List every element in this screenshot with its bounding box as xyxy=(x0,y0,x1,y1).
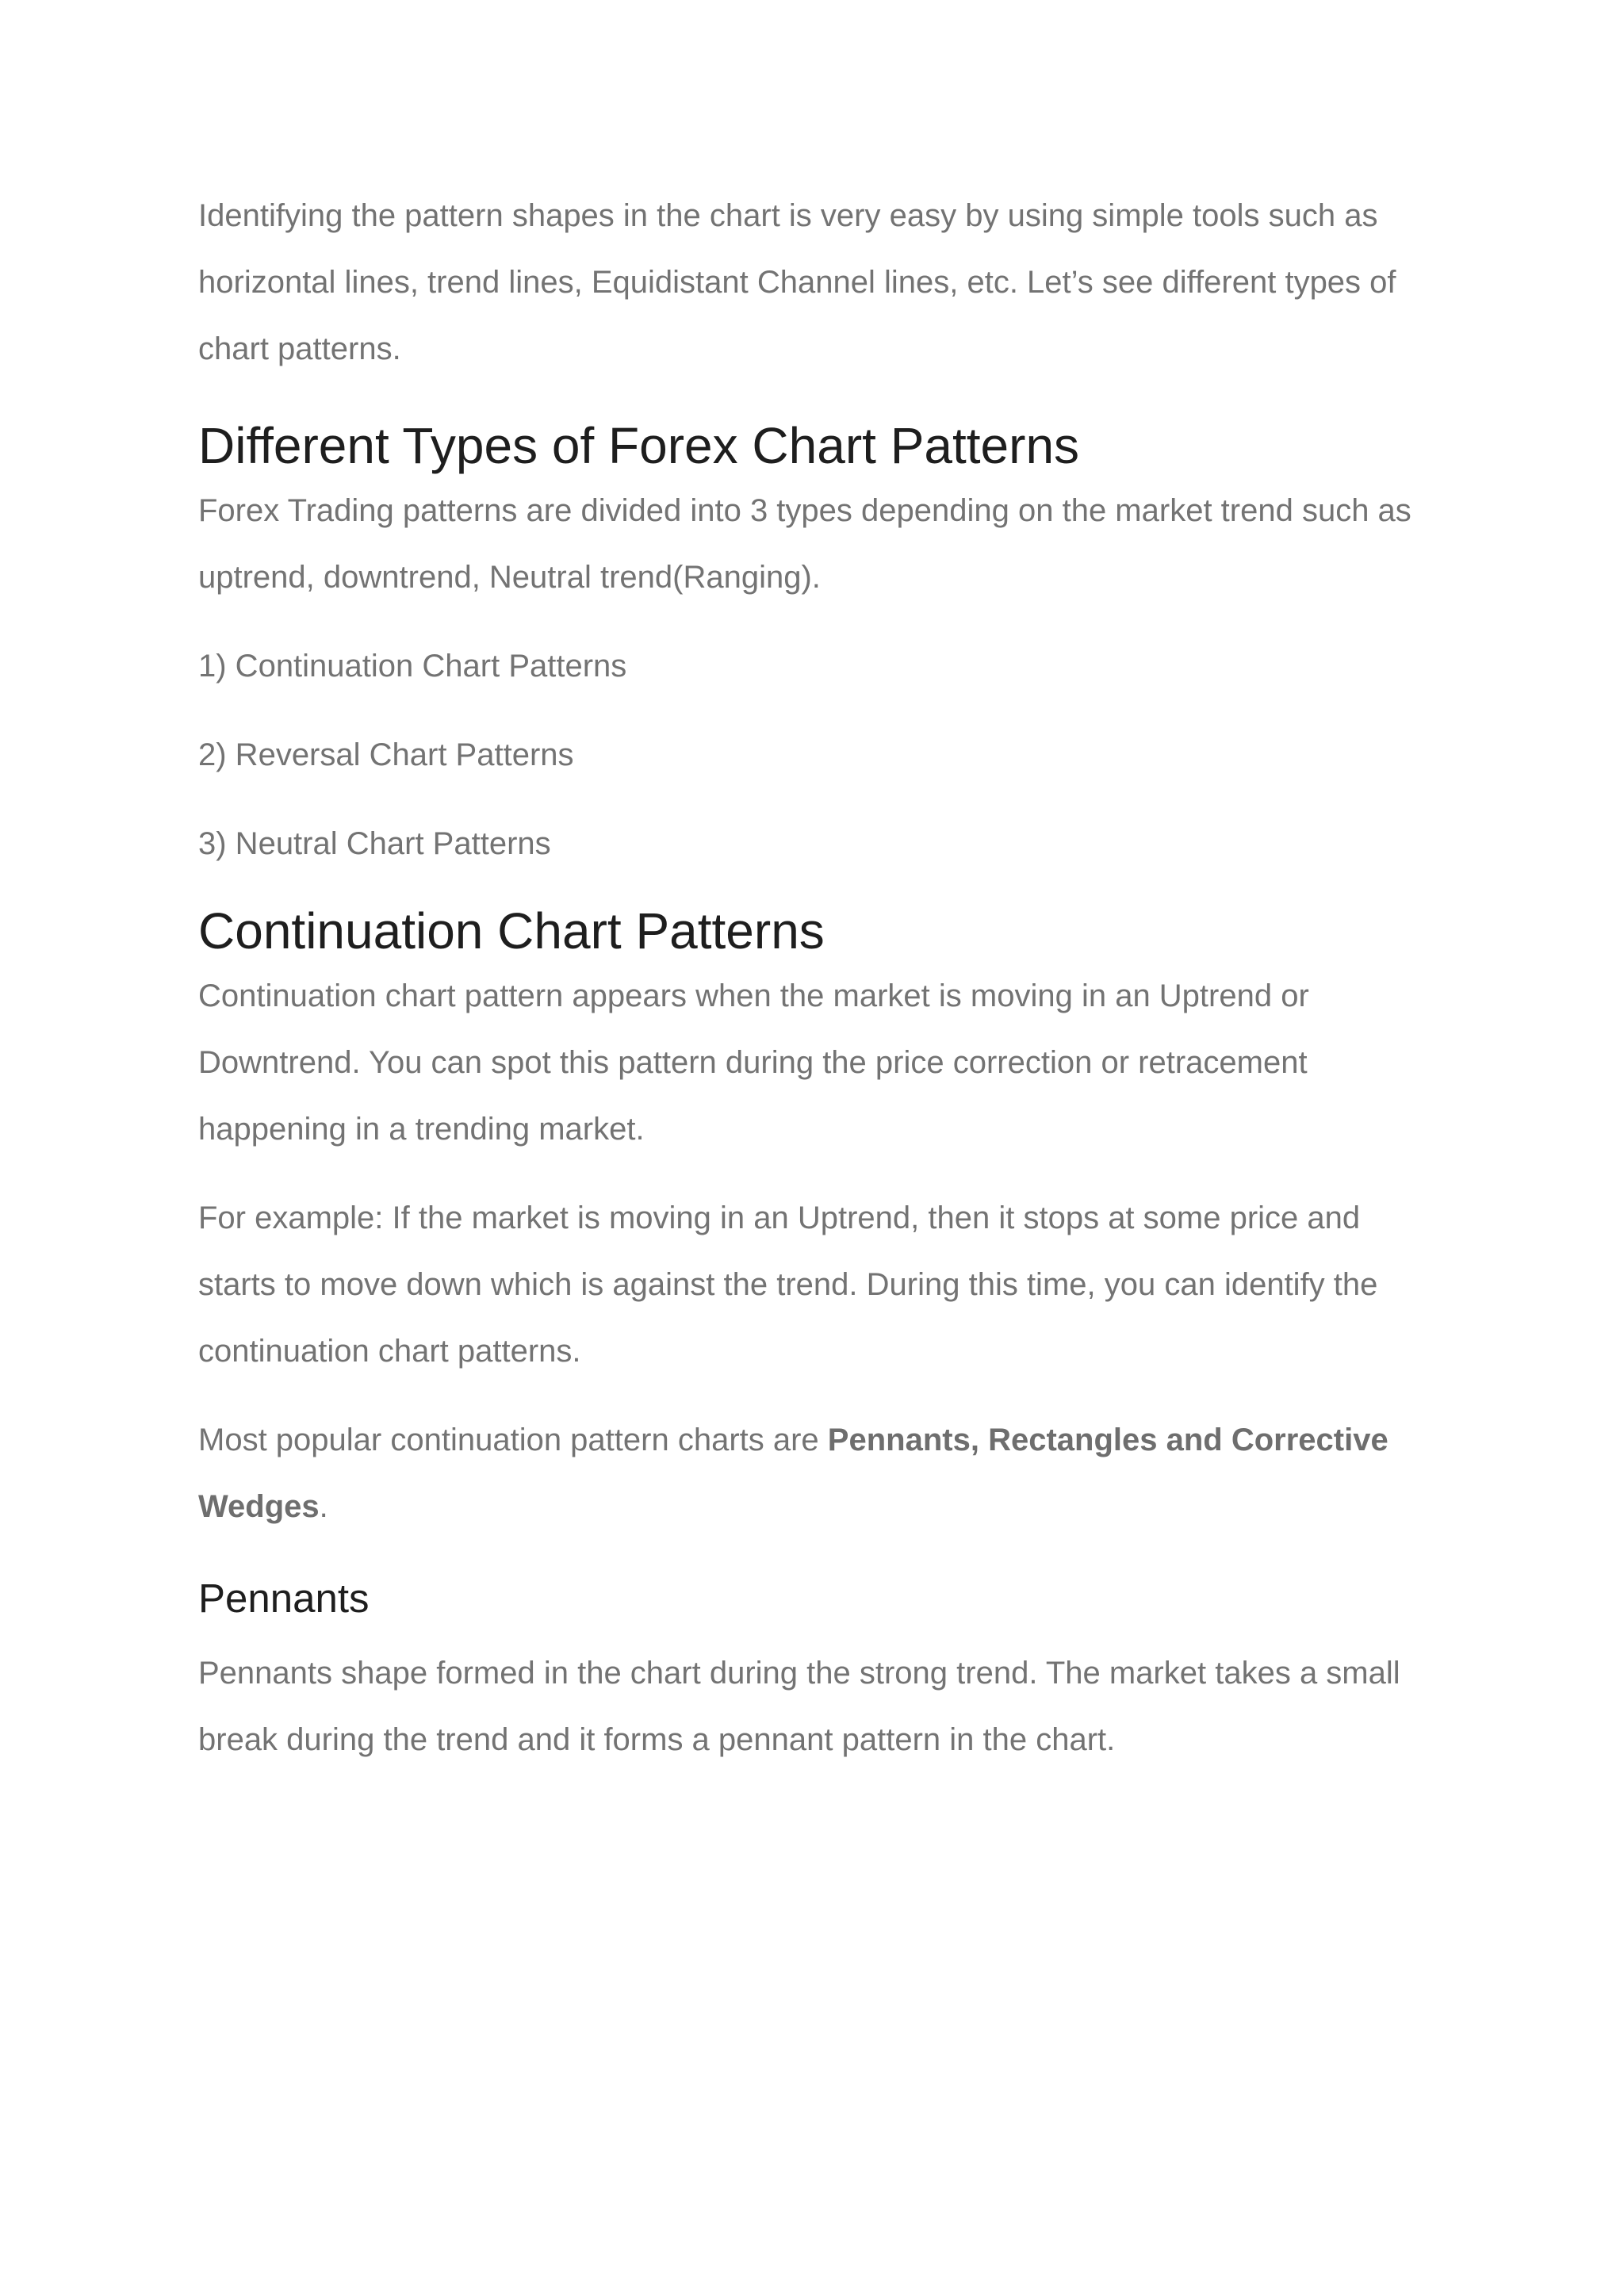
list-item-continuation: 1) Continuation Chart Patterns xyxy=(198,649,627,684)
intro-paragraph: Identifying the pattern shapes in the chart is very easy by using simple tools such as horizontal lines, trend lines, Equidistant Channel lines, etc. Let’s see different types of chart patterns. xyxy=(198,198,1396,366)
continuation-heading: Continuation Chart Patterns xyxy=(198,902,825,959)
types-heading: Different Types of Forex Chart Patterns xyxy=(198,417,1080,474)
list-item-reversal: 2) Reversal Chart Patterns xyxy=(198,737,574,772)
types-paragraph: Forex Trading patterns are divided into 3 types depending on the market trend such as uptrend, downtrend, Neutral trend(Ranging). xyxy=(198,493,1411,595)
pennants-heading: Pennants xyxy=(198,1576,370,1621)
popular-patterns-prefix: Most popular continuation pattern charts are xyxy=(198,1423,828,1457)
list-item-neutral: 3) Neutral Chart Patterns xyxy=(198,826,551,861)
example-paragraph: For example: If the market is moving in an Uptrend, then it stops at some price and starts to move down which is against the trend. During this time, you can identify the continuation chart patterns. xyxy=(198,1201,1378,1369)
document-page xyxy=(198,182,1435,1773)
continuation-paragraph: Continuation chart pattern appears when the market is moving in an Uptrend or Downtrend. You can spot this pattern during the price correction or retracement happening in a trending market. xyxy=(198,978,1309,1147)
popular-patterns-paragraph xyxy=(198,1407,1435,1540)
pennants-paragraph: Pennants shape formed in the chart during the strong trend. The market takes a small break during the trend and it forms a pennant pattern in the chart. xyxy=(198,1656,1400,1757)
popular-patterns-bold: Pennants, Rectangles and Corrective Wedges xyxy=(198,1423,1388,1524)
popular-patterns-suffix: . xyxy=(319,1489,328,1524)
